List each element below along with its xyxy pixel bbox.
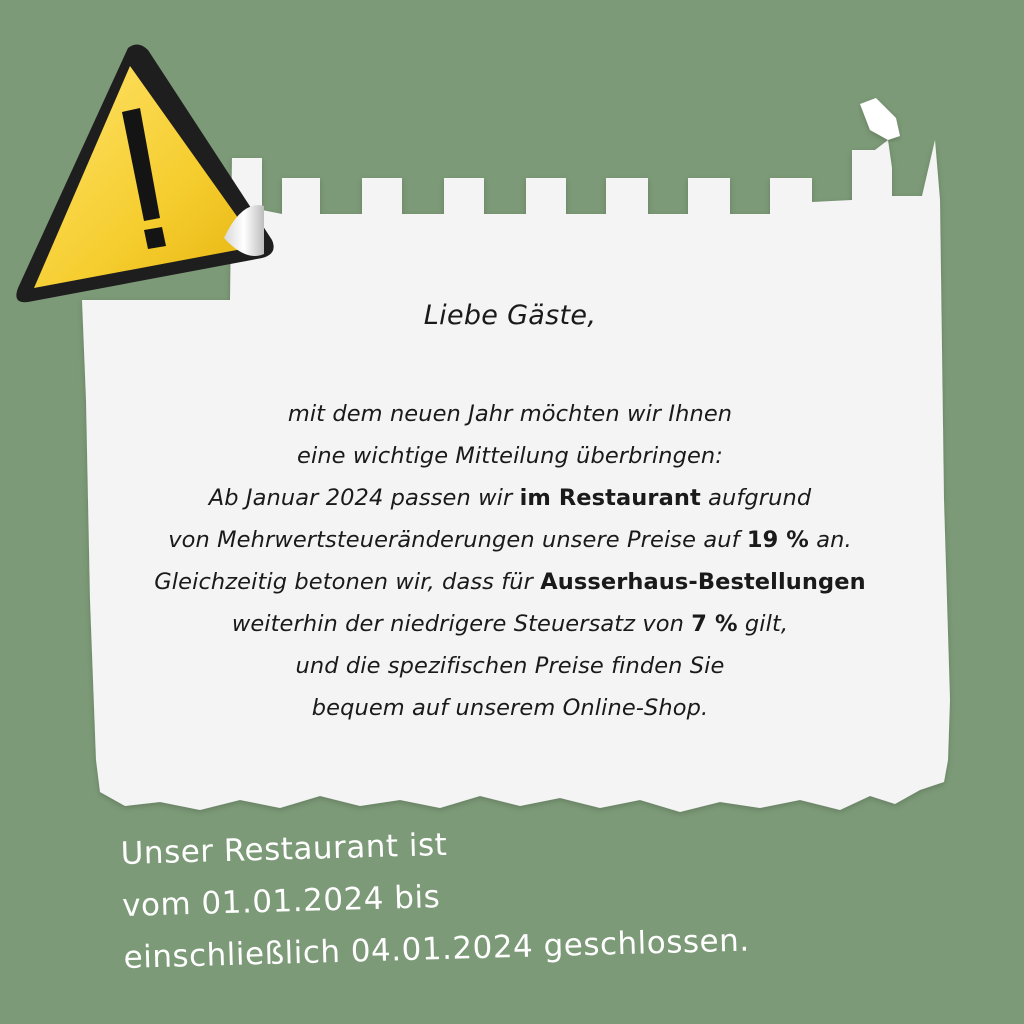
closing-line: Unser Restaurant ist: [120, 826, 448, 872]
text-segment: gilt,: [737, 611, 789, 637]
greeting: Liebe Gäste,: [423, 300, 597, 331]
notice-line: mit dem neuen Jahr möchten wir Ihnen: [287, 401, 733, 427]
notice-line: [80, 603, 940, 645]
notice-line: [80, 519, 940, 561]
text-segment: an.: [808, 527, 852, 553]
emphasis-tax-19: 19 %: [746, 527, 809, 553]
notice-line: [80, 561, 940, 603]
notice-line: eine wichtige Mitteilung überbringen:: [297, 443, 723, 469]
notice-letter: [80, 300, 940, 729]
emphasis-restaurant: im Restaurant: [519, 485, 701, 511]
notice-line: [80, 477, 940, 519]
notice-line: bequem auf unserem Online-Shop.: [311, 695, 709, 721]
closing-line: vom 01.01.2024 bis: [121, 879, 441, 924]
text-segment: von Mehrwertsteueränderungen unsere Preise auf: [168, 527, 747, 553]
warning-triangle-icon: [10, 40, 280, 320]
text-segment: aufgrund: [700, 485, 812, 511]
notice-line: und die spezifischen Preise finden Sie: [295, 653, 725, 679]
text-segment: Gleichzeitig betonen wir, dass für: [154, 569, 541, 595]
closing-notice: [120, 806, 924, 984]
text-segment: Ab Januar 2024 passen wir: [208, 485, 520, 511]
text-segment: weiterhin der niedrigere Steuersatz von: [231, 611, 692, 637]
emphasis-tax-7: 7 %: [691, 611, 738, 637]
emphasis-takeaway: Ausserhaus-Bestellungen: [540, 569, 866, 595]
closing-line: einschließlich 04.01.2024 geschlossen.: [123, 922, 751, 976]
notice-body: [80, 393, 940, 729]
